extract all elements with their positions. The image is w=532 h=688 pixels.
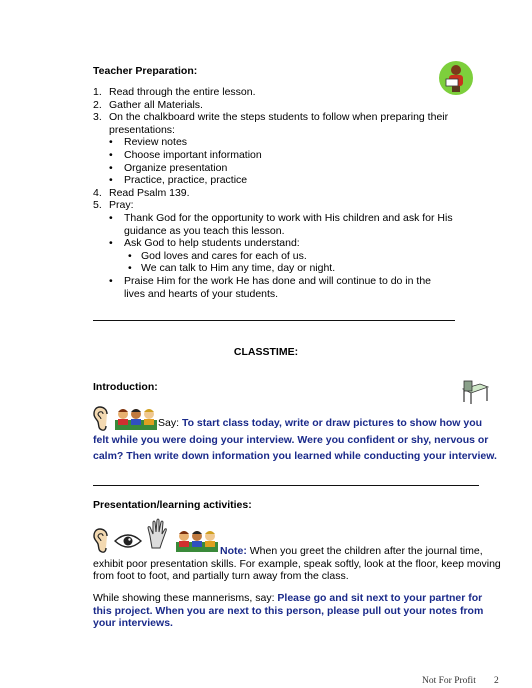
- list-item: • We can talk to Him any time, day or night.: [128, 262, 336, 275]
- ear-icon: [93, 528, 111, 554]
- ear-icon: [93, 406, 111, 432]
- list-item: • Choose important information: [109, 148, 262, 161]
- list-item: • Organize presentation: [109, 161, 228, 174]
- list-item: • Review notes: [109, 136, 188, 149]
- list-item: 2. Gather all Materials.: [93, 98, 203, 111]
- list-item: • Thank God for the opportunity to work with His children and ask for His guidance as you teach this lesson.: [109, 211, 453, 237]
- hand-icon: [146, 518, 168, 550]
- desk-icon: [460, 377, 490, 407]
- eye-icon: [114, 533, 142, 549]
- list-item: • Ask God to help students understand:: [109, 237, 300, 250]
- section-divider: [93, 485, 479, 486]
- teacher-prep-list: [93, 86, 453, 300]
- steps-bullet-list: [93, 136, 453, 186]
- note-line2: exhibit poor presentation skills. For example, speak softly, look at the floor, keep moving: [93, 558, 501, 570]
- list-item: 4. Read Psalm 139.: [93, 186, 190, 199]
- classtime-heading: CLASSTIME:: [233, 346, 299, 358]
- list-item: 5. Pray: • Thank God for the opportunity to work with His children and ask for His guidance as you teach this lesson. • Ask God to help students understand: • God loves and cares for each of us. • We can talk to Him any time, day or night. • Praise Him for the work He has done and will continue to do in the lives and hearts of your students.: [93, 199, 453, 300]
- children-group-icon: [114, 406, 158, 432]
- intro-say-line3: calm? Then write down information you learned while conducting your interview.: [93, 450, 497, 462]
- page-number: 2: [494, 676, 499, 686]
- list-item: • Praise Him for the work He has done and will continue to do in the lives and hearts of your students.: [109, 274, 431, 300]
- list-item: 3. On the chalkboard write the steps students to follow when preparing their presentations: • Review notes • Choose important information • Organize presentation • Practice, practice, practice: [93, 111, 453, 187]
- section-divider: [93, 320, 455, 321]
- while-line1: While showing these mannerisms, say: Please go and sit next to your partner for: [93, 592, 483, 604]
- pray-bullet-list-cont: [93, 275, 453, 300]
- note-line3: from foot to foot, and partially turn away from the class.: [93, 570, 349, 582]
- teacher-prep-heading: Teacher Preparation:: [93, 65, 198, 77]
- presentation-heading: Presentation/learning activities:: [93, 499, 252, 511]
- children-group-icon: [175, 528, 219, 554]
- intro-say-line1: Say: To start class today, write or draw pictures to show how you: [158, 417, 483, 429]
- while-line2: this project. When you are next to this person, please pull out your notes from: [93, 605, 484, 617]
- intro-say-line2: felt while you were doing your interview. Were you confident or shy, nervous or: [93, 434, 489, 446]
- list-item: • Practice, practice, practice: [109, 174, 248, 187]
- list-item: 1. Read through the entire lesson.: [93, 86, 256, 98]
- while-line3: your interviews.: [93, 617, 173, 629]
- list-item: • God loves and cares for each of us.: [128, 249, 307, 262]
- introduction-heading: Introduction:: [93, 381, 158, 393]
- footer-text: Not For Profit: [422, 676, 476, 686]
- pray-bullet-list: [93, 212, 453, 250]
- pray-sub-bullet-list: [93, 250, 453, 275]
- note-line1: Note: When you greet the children after the journal time,: [220, 545, 483, 557]
